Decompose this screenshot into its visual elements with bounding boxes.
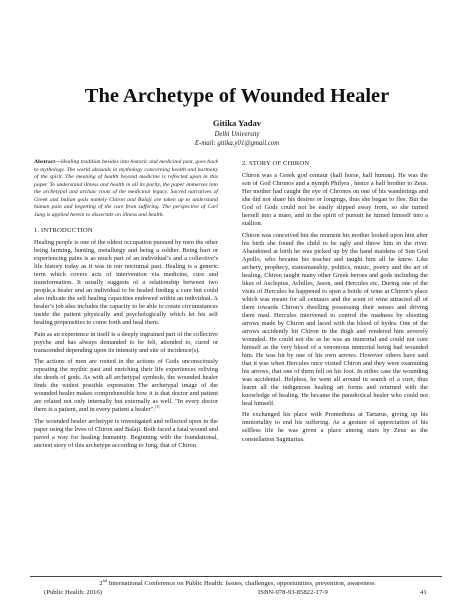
chiron-paragraph: Chiron was conceived but the moment his mother looked upon him after his birth she found the child to be ugly and threw him in the river. Abandoned at birth he was picked up by the hand maidens of Sun God Apollo, who became his teacher and taught him all he knew. Like archery, prophecy, statesmanship, politics, music, poetry and the art of healing. Chiron taught many other Greek heroes and gods including the likes of Asclepius, Achilles, Jason, and Hercules etc. During one of the visits of Hercules he happened to open a bottle of wine at Chiron’s place which was meant for all centaurs and the scent of wine attracted all of them towards Chiron’s dwelling possessing their senses and driving them mad. Hercules intervened to control the madness by shooting arrows made by Chiron and laced with the blood of hydra. One of the arrows accidently hit Chiron in the thigh and rendered him severely wounded. He could not die as he was an immortal and could not cure himself as the very blood of a venomous immortal being had wounded him. He was hit by one of his own arrows. However others have said that it was when Hercules once visited Chiron and they were examining his arrows, that one of them fell on his foot. In either case the wounding was accidental. Helpless, he went all around in search of a cure, thus learnt all the indigenous healing art forms and returned with the knowledge of healing. He became the paradoxical healer who could not heal himself.: [242, 231, 428, 407]
author-affiliation: [0, 130, 474, 148]
section-heading-chiron: 2. STORY OF CHIRON: [242, 160, 310, 167]
paper-title: The Archetype of Wounded Healer: [84, 85, 390, 107]
footer-ordinal-suffix: nd: [102, 577, 107, 583]
author-email: E-mail: gitika.y01@gmail.com: [194, 140, 280, 147]
affiliation-line: Delhi University: [214, 131, 260, 138]
intro-paragraph-text: The actions of men are rooted in the actions of Gods unconsciously repeating the mythic past and enriching their life experiences reliving the deeds of gods. As with all archetypal symbols, the wounded healer finds the widest possible expression The archetypal image of the wounded healer makes comprehensible how it is that doctor and patient are related not only internally but externally as well. "In every doctor there is a patient, and in every patient a healer".: [34, 358, 218, 414]
footer-isbn: ISBN-978-93-85822-17-9: [258, 589, 328, 596]
abstract-label: Abstract—: [34, 159, 61, 165]
intro-paragraph: [34, 358, 218, 414]
footer-conference: [0, 577, 474, 589]
intro-paragraph: Healing people is one of the oldest occupation pursued by men the other being farming, hunting, metallurgy and being a soldier. Being hurt or experiencing pains is as much part of an individual’s and a collective’s life history today as it was in our nocturnal past. Healing is a generic term which covers acts of intervention via medicine, cure and transformation. It usually suggests of a relationship between two people,a healer and an individual to be healed finding a cure but could also indicate the self healing capacities endowed within an individual. A healer’s job also includes the capacity to be able to create circumstances inside the patient physically and psychologically which let his self healing propensities to come forth and heal them.: [34, 239, 218, 327]
footer-divider: [30, 576, 442, 577]
chiron-paragraph: Chiron was a Greek god centaur (half horse, half human). He was the son of God Chronos and a nymph Philyra , hence a half brother to Zeus. Her mother had caught the eye of Chronos on one of his wanderings and she did not share his desires or longings, thus she began to flee. But the God of Gods could not be easily slipped away from, so she turned herself into a mare, and in the spirit of pursuit he turned himself into a stallion.: [242, 172, 428, 228]
section-heading-introduction: 1. INTRODUCTION: [34, 227, 93, 234]
intro-paragraph: Pain as an experience in itself is a deeply ingrained part of the collective psyche and has always demanded to be felt, attended to, cured or transcended depending upon its intensity and site of incidence(s).: [34, 330, 218, 354]
footer-event: (Public Health: 2016): [44, 589, 102, 596]
chiron-paragraph: He exchanged his place with Prometheus at Tartarus, giving up his immortality to end his suffering. As a gesture of appreciation of his selfless life he was given a place among stars by Zeus as the constellation Sagittarius.: [242, 411, 428, 443]
intro-paragraph: The wounded healer archetype is investigated and reflected upon in the paper using the lives of Chiron and Balaji. Both faced a fatal wound and paved a way for healing humanity. Beginning with the foundational, ancient story of this archetype according to Jung, that of Chiron.: [34, 417, 218, 449]
abstract-text: Healing tradition besides into historic and medicinal past, goes back to mythology. The world abounds in mythology concerning health and harmony of the spirit. The meaning of health beyond medicine is reflected upon in this paper. To understand illness and health in all its purity, the paper immerses into the archetypal and archaic roots of the medicinal legacy. Sacred narratives of Greek and Indian gods namely Chiron and Balaji are taken up to understand human pain and begetting of the cure from suffering. The perspective of Carl Jung is applied herein to dissertate on illness and health.: [34, 159, 218, 218]
footer-ordinal: 2: [99, 580, 103, 587]
right-column: [242, 159, 428, 447]
abstract: [34, 159, 218, 219]
author-name: Gitika Yadav: [212, 118, 262, 128]
footer-conference-name: International Conference on Public Health: Issues, challenges, opportunities, prevention, awareness: [106, 580, 375, 587]
citation-marker[interactable]: [1]: [154, 404, 160, 410]
page-number: 41: [420, 589, 427, 596]
left-column: [34, 159, 218, 453]
